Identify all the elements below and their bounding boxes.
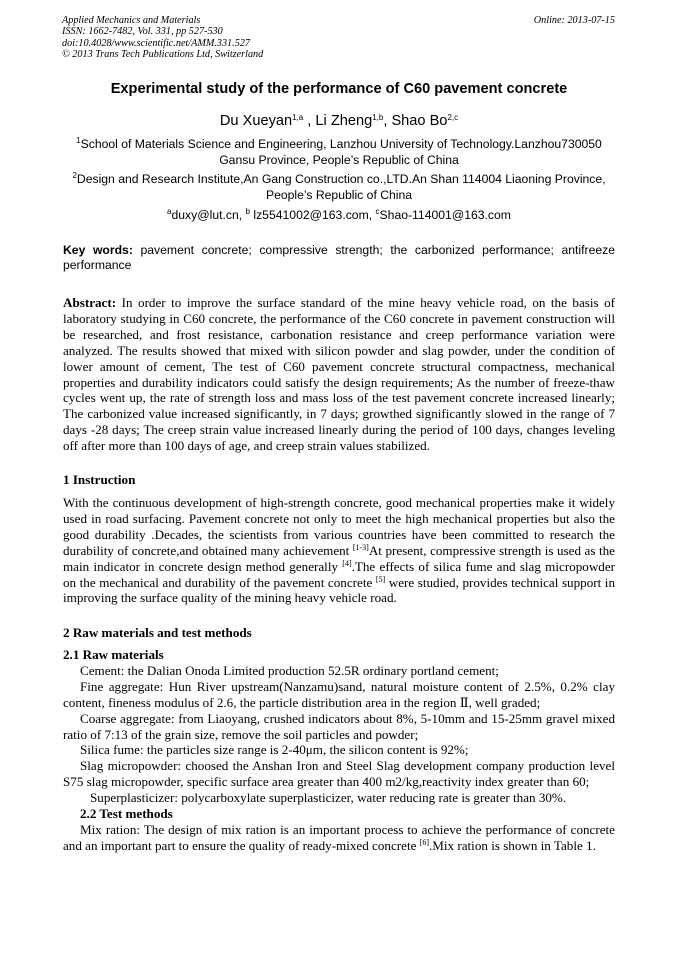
author-sup: 2,c bbox=[447, 113, 459, 122]
section-heading: 2 Raw materials and test methods bbox=[63, 625, 252, 640]
citation: [5] bbox=[375, 574, 386, 584]
subsection-heading: 2.1 Raw materials bbox=[63, 647, 164, 662]
email-address: duxy@lut.cn bbox=[171, 208, 239, 222]
email-sup: c bbox=[375, 207, 380, 216]
abstract bbox=[63, 295, 615, 454]
affiliation-sup: 1 bbox=[76, 136, 81, 145]
paragraph-text: .Mix ration is shown in Table 1. bbox=[429, 837, 596, 853]
issn-line: ISSN: 1662-7482, Vol. 331, pp 527-530 bbox=[62, 26, 223, 38]
journal-header bbox=[62, 15, 263, 60]
email-sup: a bbox=[167, 207, 172, 216]
raw-materials-section bbox=[63, 647, 615, 854]
affiliation-sup: 2 bbox=[72, 171, 77, 180]
material-superplasticizer: Superplasticizer: polycarboxylate superplasticizer, water reducing rate is greater than 30%. bbox=[90, 790, 567, 806]
introduction-paragraph bbox=[63, 495, 615, 606]
abstract-label: Abstract: bbox=[63, 295, 117, 310]
doi-line: doi:10.4028/www.scientific.net/AMM.331.527 bbox=[62, 37, 250, 49]
author-sup: 1,a bbox=[292, 113, 304, 122]
email-address: lz5541002@163.com bbox=[253, 208, 369, 222]
affiliation-line: Design and Research Institute,An Gang Construction co.,LTD.An Shan 114004 Liaoning Province, bbox=[76, 172, 606, 186]
section-heading: 1 Instruction bbox=[63, 472, 136, 487]
copyright-line: © 2013 Trans Tech Publications Ltd, Switzerland bbox=[62, 48, 264, 60]
email-list: $^a$duxy@lut.cn, $^b$ lz5541002@163.com, $^c$Shao-114001@163.com bbox=[167, 207, 511, 222]
material-slag: Slag micropowder: choosed the Anshan Iron and Steel Slag development company production level S75 slag micropowder, specific surface area greater than 400 m2/kg,reactivity index greater than 60; bbox=[63, 758, 615, 790]
paragraph-text: were studied, provides technical support in improving the surface quality of the mining heavy vehicle road. bbox=[63, 574, 615, 606]
paragraph-text: With the continuous development of high-strength concrete, good mechanical properties make it widely used in road surfacing. Pavement concrete not only to meet the high mechanical properties but also the good durability .Decades, the scientists from various countries have been committed to research the durability of concrete,and obtained many achievement bbox=[63, 495, 615, 558]
material-cement: Cement: the Dalian Onoda Limited production 52.5R ordinary portland cement; bbox=[80, 662, 499, 678]
affiliation-line: Gansu Province, People’s Republic of China bbox=[219, 152, 459, 167]
paragraph-text: At present, compressive strength is used as the main indicator in concrete design method generally bbox=[63, 542, 615, 574]
affiliation-1 bbox=[55, 137, 623, 168]
citation: [4] bbox=[342, 558, 352, 568]
material-fine-aggregate: Fine aggregate: Hun River upstream(Nanzamu)sand, natural moisture content of 2.5%, 0.2% clay content, fineness modulus of 2.6, the particle distribution area in the region Ⅱ, well graded; bbox=[63, 678, 615, 710]
paragraph-text: Mix ration: The design of mix ration is an important process to achieve the performance of concrete and an important part to ensure the quality of ready-mixed concrete bbox=[63, 821, 615, 853]
author-name: Li Zheng bbox=[315, 113, 373, 129]
keywords-text: pavement concrete; compressive strength; the carbonized performance; antifreeze performance bbox=[63, 243, 615, 272]
citation: [6] bbox=[419, 837, 429, 847]
abstract-text: In order to improve the surface standard of the mine heavy vehicle road, on the basis of laboratory studying in C60 concrete, the performance of the C60 concrete in pavement construction will be researched, and frost resistance, carbonation resistance and creep performance variation were analyzed. The results showed that mixed with silicon powder and slag powder, under the condition of lower amount of cement, The test of C60 pavement concrete structural compactness, mechanical properties and durability indicators could satisfy the design requirements; As the number of freeze-thaw cycles went up, the rate of strength loss and mass loss of the test pavement concrete increased linearly; The carbonized value increased significantly, in 7 days; growthed significantly slowed in the range of 7 days -28 days; The creep strain value increased linearly during the period of 100 days, changes leveling off after more than 100 days of age, and creep strain values stabilized. bbox=[63, 295, 615, 454]
mix-ration-paragraph bbox=[63, 822, 615, 854]
keywords-label: Key words: bbox=[63, 243, 133, 257]
email-address: Shao-114001@163.com bbox=[379, 208, 511, 222]
affiliation-line: People’s Republic of China bbox=[265, 187, 413, 202]
author-sup: 1,b bbox=[372, 113, 384, 122]
paper-title: Experimental study of the performance of C60 pavement concrete bbox=[110, 81, 568, 97]
author-name: Du Xueyan bbox=[219, 113, 293, 129]
affiliation-line: School of Materials Science and Engineering, Lanzhou University of Technology.Lanzhou730050 bbox=[80, 137, 602, 151]
citation: [1-3] bbox=[352, 542, 369, 552]
journal-name: Applied Mechanics and Materials bbox=[62, 15, 201, 26]
material-coarse-aggregate: Coarse aggregate: from Liaoyang, crushed indicators about 8%, 5-10mm and 15-25mm gravel mixed ratio of 7:13 of the grain size, remove the soil particles and powder; bbox=[63, 710, 615, 742]
subsection-heading: 2.2 Test methods bbox=[80, 806, 173, 822]
email-sup: b bbox=[245, 207, 250, 216]
online-date: Online: 2013-07-15 bbox=[533, 15, 615, 26]
material-silica-fume: Silica fume: the particles size range is 2-40μm, the silicon content is 92%; bbox=[80, 742, 469, 758]
affiliation-2 bbox=[55, 172, 623, 203]
author-name: Shao Bo bbox=[391, 113, 448, 129]
author-list: Du Xueyan$^{1,a}$ , Li Zheng$^{1,b}$, Shao Bo$^{2,c}$ bbox=[219, 113, 459, 129]
keywords bbox=[63, 243, 615, 272]
paragraph-text: .The effects of silica fume and slag micropowder on the mechanical and durability of the pavement concrete bbox=[63, 558, 615, 590]
